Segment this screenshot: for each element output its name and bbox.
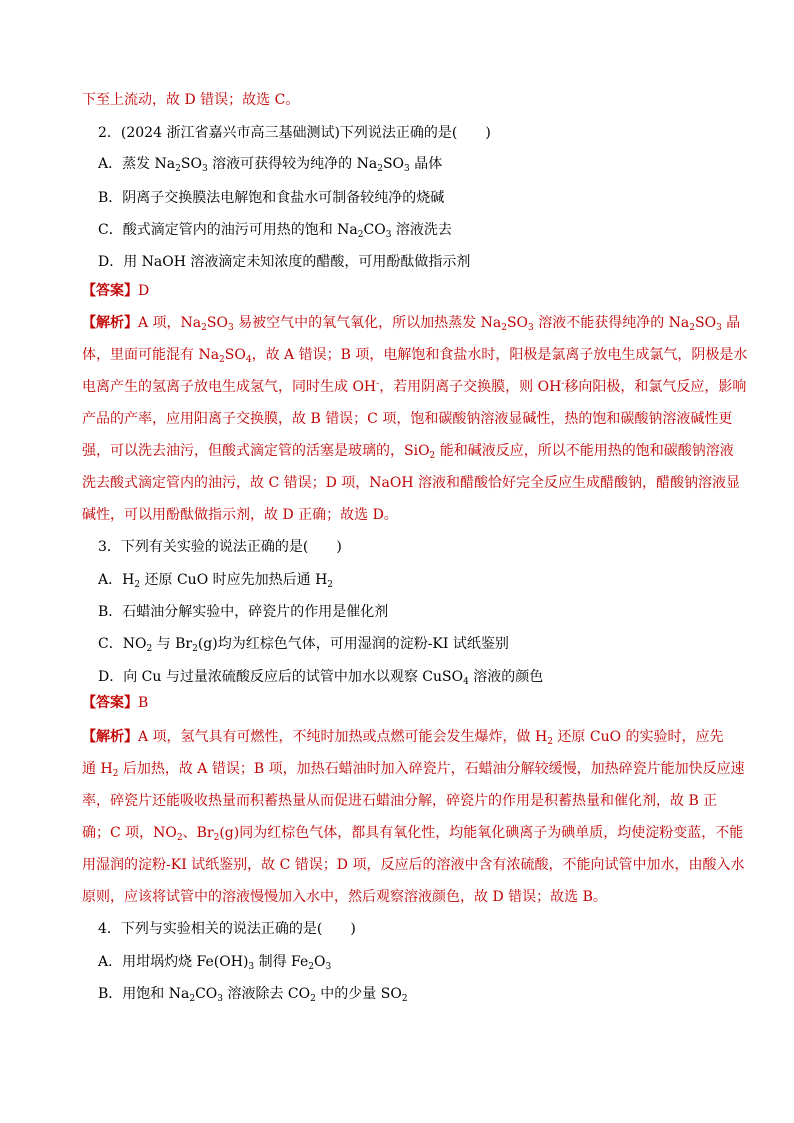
text-run: 、Br [182, 825, 214, 841]
subscript: 2 [189, 994, 196, 1004]
text-run: (g)同为红棕色气体，都具有氧化性，均能氧化碘离子为碘单质，均使淀粉变蓝，不能 [219, 825, 744, 841]
text-line [98, 220, 452, 240]
text-line [82, 759, 745, 779]
subscript: 3 [227, 323, 234, 333]
text-run: 【解析】 [82, 729, 138, 745]
text-line [98, 602, 388, 622]
text-line [98, 188, 444, 208]
text-run: 电离产生的氢离子放电生成氢气，同时生成 OH [82, 379, 377, 395]
text-run: 晶 [721, 315, 741, 331]
text-run: 强，可以洗去油污，但酸式滴定管的活塞是玻璃的，SiO [82, 443, 430, 459]
superscript: - [561, 379, 565, 389]
text-run: SO [180, 156, 202, 172]
text-run: B．石蜡油分解实验中，碎瓷片的作用是催化剂 [98, 604, 389, 620]
text-line [82, 441, 734, 461]
subscript: 3 [528, 323, 534, 333]
text-line [98, 667, 543, 687]
subscript: 3 [201, 164, 208, 174]
subscript: 3 [716, 323, 722, 333]
text-run: 下至上流动，故 D 错误；故选 C。 [82, 92, 300, 108]
text-run: 溶液除去 CO [223, 986, 311, 1002]
text-run: 2．(2024 浙江省嘉兴市高三基础测试)下列说法正确的是( ) [98, 125, 491, 141]
subscript: 2 [146, 644, 153, 654]
text-line [82, 887, 607, 907]
subscript: 3 [404, 164, 410, 174]
text-run: 中的少量 SO [315, 986, 402, 1002]
text-line [98, 537, 342, 557]
subscript: 2 [308, 962, 315, 972]
text-line [98, 984, 408, 1004]
text-run: D．向 Cu 与过量浓硫酸反应后的试管中加水以观察 CuSO [98, 669, 464, 685]
text-run: 制得 Fe [254, 954, 309, 970]
text-line [82, 90, 299, 110]
text-run: C．NO [98, 636, 147, 652]
subscript: 2 [401, 994, 408, 1004]
text-line [82, 281, 149, 301]
text-run: B．阴离子交换膜法电解饱和食盐水可制备较纯净的烧碱 [98, 190, 445, 206]
text-run: SO [506, 315, 529, 331]
text-run: A 项，Na [138, 315, 202, 331]
text-line [82, 505, 398, 525]
subscript: 2 [310, 994, 316, 1004]
text-run: SO [382, 156, 405, 172]
text-line [82, 791, 717, 811]
text-line [82, 855, 744, 875]
text-run: 【解析】 [82, 315, 138, 331]
text-run: 【答案】 [82, 695, 138, 711]
text-line [98, 123, 491, 143]
text-run: 能和碱液反应，所以不能用热的饱和碳酸钠溶液 [435, 443, 734, 459]
subscript: 4 [245, 355, 252, 365]
subscript: 2 [327, 580, 334, 590]
text-run: B．用饱和 Na [98, 986, 190, 1002]
text-run: 通 H [82, 761, 113, 777]
text-run: 易被空气中的氧气氧化，所以加热蒸发 Na [233, 315, 502, 331]
text-run: 洗去酸式滴定管内的油污，故 C 错误；D 项，NaOH 溶液和醋酸恰好完全反应生成醋酸钠，醋酸钠溶液显 [82, 475, 741, 491]
text-line [82, 345, 747, 365]
text-run: 碱性，可以用酚酞做指示剂，故 D 正确；故选 D。 [82, 507, 398, 523]
text-line [82, 727, 724, 747]
text-run: 率，碎瓷片还能吸收热量而积蓄热量从而促进石蜡油分解，碎瓷片的作用是积蓄热量和催化剂，故 B 正 [82, 793, 718, 809]
text-run: D [138, 283, 150, 299]
text-run: A．用坩埚灼烧 Fe(OH) [98, 954, 249, 970]
subscript: 2 [134, 580, 141, 590]
text-line [82, 693, 148, 713]
text-run: SO [224, 347, 246, 363]
text-run: 用湿润的淀粉-KI 试纸鉴别，故 C 错误；D 项，反应后的溶液中含有浓硫酸，不能向试管中加水，由酸入水 [82, 857, 745, 873]
text-run: 溶液洗去 [391, 222, 452, 238]
text-run: ，若用阴离子交换膜，则 OH [379, 379, 562, 395]
text-run: 移向阳极，和氯气反应，影响 [564, 379, 747, 395]
text-run: B [138, 695, 149, 711]
text-run: A．H [98, 572, 135, 588]
subscript: 2 [176, 833, 183, 843]
subscript: 2 [175, 164, 181, 174]
text-run: SO [206, 315, 228, 331]
text-run: ，故 A 错误；B 项，电解饱和食盐水时，阳极是氯离子放电生成氯气，阴极是水 [251, 347, 748, 363]
text-run: A．蒸发 Na [98, 156, 176, 172]
text-run: 4．下列与实验相关的说法正确的是( ) [98, 921, 356, 937]
text-run: 原则，应该将试管中的溶液慢慢加入水中，然后观察溶液颜色，故 D 错误；故选 B。 [82, 889, 607, 905]
text-line [98, 252, 470, 272]
subscript: 3 [217, 994, 224, 1004]
text-run: CO [363, 222, 386, 238]
text-run: 产品的产率，应用阳离子交换膜，故 B 错误；C 项，饱和碳酸钠溶液显碱性，热的饱和碳酸钠溶液碱性更 [82, 411, 733, 427]
subscript: 2 [201, 323, 207, 333]
text-run: CO [195, 986, 218, 1002]
subscript: 3 [385, 230, 392, 240]
text-line [98, 634, 509, 654]
text-line [82, 377, 746, 397]
subscript: 3 [325, 962, 332, 972]
text-line [98, 952, 331, 972]
text-line [82, 473, 740, 493]
text-line [98, 919, 356, 939]
text-run: 还原 CuO 的实验时，应先 [552, 729, 724, 745]
text-run: SO [695, 315, 717, 331]
text-run: 【答案】 [82, 283, 138, 299]
subscript: 2 [429, 451, 436, 461]
text-line [82, 409, 732, 429]
subscript: 2 [357, 230, 364, 240]
subscript: 2 [192, 644, 198, 654]
text-line [98, 154, 442, 174]
text-run: 后加热，故 A 错误；B 项，加热石蜡油时加入碎瓷片，石蜡油分解较缓慢，加热碎瓷片能加快反应速 [118, 761, 745, 777]
text-run: 溶液的颜色 [468, 669, 544, 685]
subscript: 2 [377, 164, 383, 174]
text-line [82, 313, 740, 333]
superscript: - [376, 379, 380, 389]
text-run: O [314, 954, 326, 970]
text-line [82, 823, 743, 843]
text-run: 确；C 项，NO [82, 825, 177, 841]
text-run: 3．下列有关实验的说法正确的是( ) [98, 539, 342, 555]
subscript: 4 [463, 677, 469, 687]
text-run: 还原 CuO 时应先加热后通 H [140, 572, 328, 588]
subscript: 2 [219, 355, 225, 365]
text-run: 与 Br [152, 636, 193, 652]
text-run: 体，里面可能混有 Na [82, 347, 220, 363]
subscript: 2 [213, 833, 220, 843]
text-line [98, 570, 333, 590]
text-run: C．酸式滴定管内的油污可用热的饱和 Na [98, 222, 358, 238]
text-run: 晶体 [409, 156, 443, 172]
subscript: 3 [248, 962, 255, 972]
text-run: (g)均为红棕色气体，可用湿润的淀粉-KI 试纸鉴别 [197, 636, 509, 652]
subscript: 2 [501, 323, 507, 333]
text-run: 溶液不能获得纯净的 Na [533, 315, 690, 331]
subscript: 2 [547, 737, 553, 747]
subscript: 2 [112, 769, 119, 779]
subscript: 2 [689, 323, 695, 333]
text-run: D．用 NaOH 溶液滴定未知浓度的醋酸，可用酚酞做指示剂 [98, 254, 471, 270]
text-run: 溶液可获得较为纯净的 Na [207, 156, 378, 172]
text-run: A 项，氢气具有可燃性，不纯时加热或点燃可能会发生爆炸，做 H [138, 729, 548, 745]
